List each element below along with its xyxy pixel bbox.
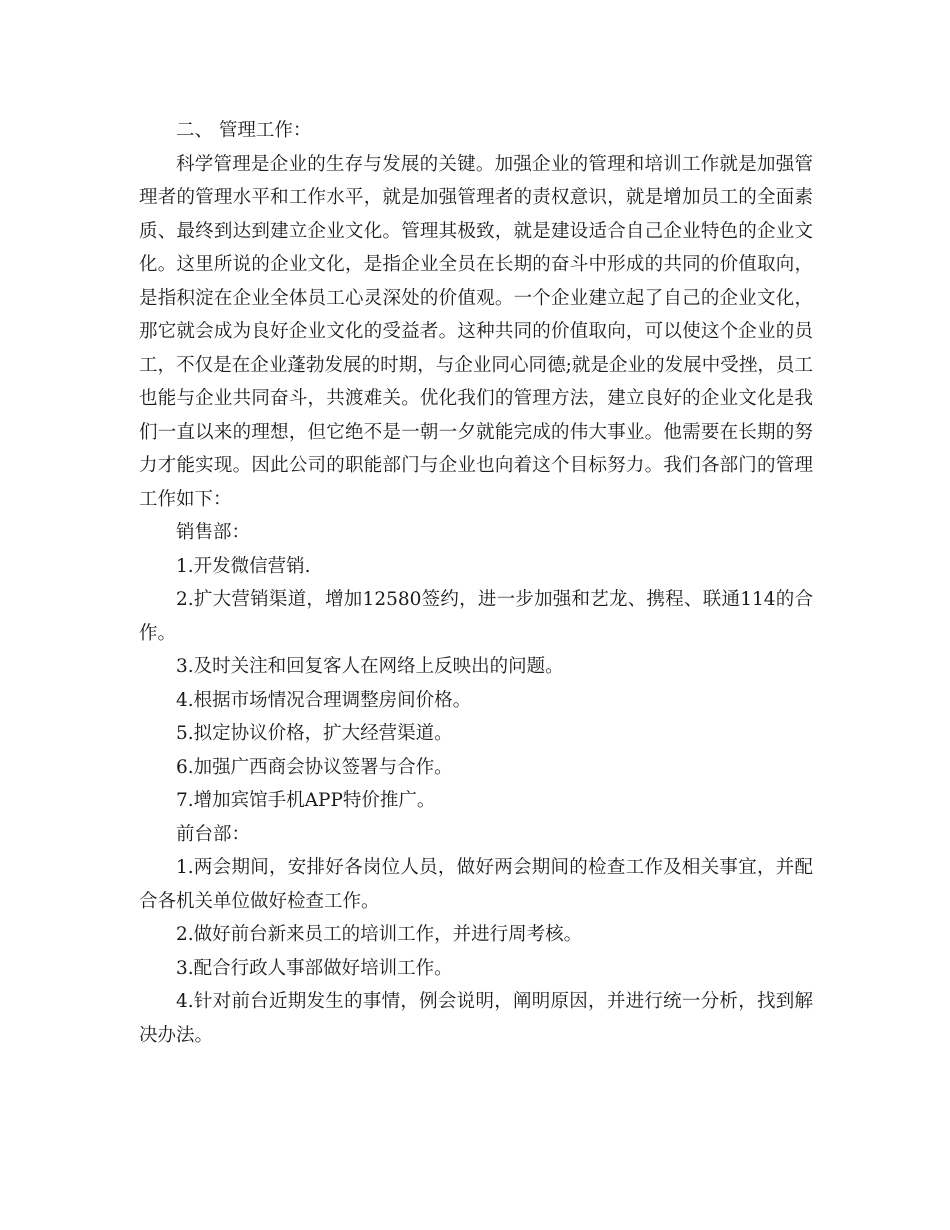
document-body — [139, 114, 813, 1052]
sales-item-7: 7.增加宾馆手机APP特价推广。 — [176, 790, 436, 811]
intro-paragraph: 科学管理是企业的生存与发展的关键。加强企业的管理和培训工作就是加强管理者的管理水平和工作水平，就是加强管理者的责权意识，就是增加员工的全面素质、最终到达到建立企业文化。管理其极致，就是建设适合自己企业特色的企业文化。这里所说的企业文化，是指企业全员在长期的奋斗中形成的共同的价值取向，是指积淀在企业全体员工心灵深处的价值观。一个企业建立起了自己的企业文化，那它就会成为良好企业文化的受益者。这种共同的价值取向，可以使这个企业的员工，不仅是在企业蓬勃发展的时期，与企业同心同德;就是企业的发展中受挫，员工也能与企业共同奋斗，共渡难关。优化我们的管理方法，建立良好的企业文化是我们一直以来的理想，但它绝不是一朝一夕就能完成的伟大事业。他需要在长期的努力才能实现。因此公司的职能部门与企业也向着这个目标努力。我们各部门的管理工作如下： — [139, 153, 813, 510]
section-heading: 二、 管理工作： — [176, 120, 312, 141]
sales-item-1: 1.开发微信营销. — [176, 555, 311, 577]
sales-item-5: 5.拟定协议价格，扩大经营渠道。 — [176, 723, 453, 744]
front-desk-item-2: 2.做好前台新来员工的培训工作，并进行周考核。 — [176, 924, 583, 945]
front-desk-item-3: 3.配合行政人事部做好培训工作。 — [176, 957, 453, 979]
sales-item-4: 4.根据市场情况合理调整房间价格。 — [176, 689, 472, 711]
front-desk-item-4: 4.针对前台近期发生的事情，例会说明，阐明原因，并进行统一分析，找到解决办法。 — [139, 991, 813, 1046]
sales-item-6: 6.加强广西商会协议签署与合作。 — [176, 756, 453, 778]
front-desk-item-1: 1.两会期间，安排好各岗位人员，做好两会期间的检查工作及相关事宜，并配合各机关单位做好检查工作。 — [139, 857, 813, 912]
sales-department-title: 销售部： — [176, 522, 251, 543]
sales-item-3: 3.及时关注和回复客人在网络上反映出的问题。 — [176, 656, 564, 677]
sales-item-2: 2.扩大营销渠道，增加12580签约，进一步加强和艺龙、携程、联通114的合作。 — [139, 589, 813, 644]
front-desk-department-title: 前台部： — [176, 823, 251, 845]
